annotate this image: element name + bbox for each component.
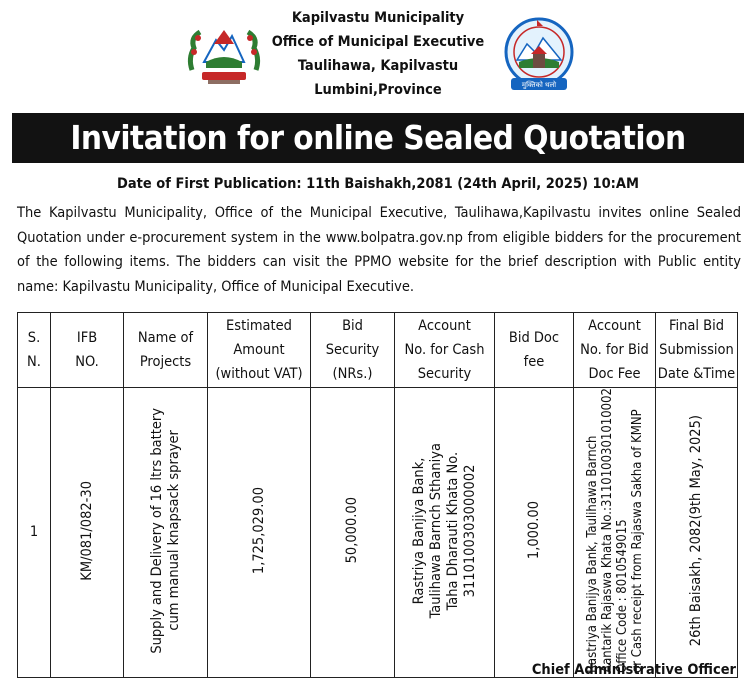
cell-project bbox=[124, 388, 208, 678]
province-name: Lumbini,Province bbox=[314, 82, 442, 98]
cell-ifb bbox=[51, 388, 124, 678]
quotation-table bbox=[17, 312, 738, 678]
col-header-project: Name of Projects bbox=[124, 313, 208, 388]
municipality-name: Kapilvastu Municipality bbox=[291, 10, 465, 26]
cell-sn: 1 bbox=[18, 388, 51, 678]
office-name: Office of Municipal Executive bbox=[271, 34, 485, 50]
office-location: Taulihawa, Kapilvastu bbox=[297, 58, 459, 74]
doc-fee-account: Rastriya Banijya Bank, Taulihawa Barnch Aantarik Rajaswa Khata No.:3110100301010002 Office Code : 8010549015 or Cash receipt from Rajaswa Sakha of KMNP bbox=[584, 388, 645, 673]
nepal-emblem-icon bbox=[184, 18, 264, 90]
col-header-amount: Estimated Amount (without VAT) bbox=[208, 313, 311, 388]
office-heading bbox=[262, 6, 494, 102]
title-banner: Invitation for online Sealed Quotation bbox=[12, 113, 744, 163]
municipality-logo-icon bbox=[503, 14, 575, 94]
table-header-row bbox=[18, 313, 738, 388]
ifb-number: KM/081/082-30 bbox=[78, 480, 95, 581]
bid-doc-fee: 1,000.00 bbox=[525, 501, 542, 560]
cell-security bbox=[311, 388, 395, 678]
project-name: Supply and Delivery of 16 ltrs battery cum manual knapsack sprayer bbox=[148, 407, 182, 654]
cash-security-account: Rastriya Banjiya Bank, Taulihawa Barnch Sthaniya Taha Dharauti Khata No. 3110100303000002 bbox=[410, 442, 478, 619]
cell-cash-account bbox=[395, 388, 495, 678]
estimated-amount: 1,725,029.00 bbox=[250, 486, 267, 574]
col-header-security: Bid Security (NRs.) bbox=[311, 313, 395, 388]
letterhead bbox=[0, 0, 756, 112]
submission-deadline: 26th Baisakh, 2082(9th May, 2025) bbox=[688, 414, 704, 647]
col-header-doc-fee: Bid Doc fee bbox=[495, 313, 574, 388]
table-row bbox=[18, 388, 738, 678]
logo-ribbon-text: मुक्तिको थलो bbox=[521, 81, 557, 89]
col-header-ifb: IFB NO. bbox=[51, 313, 124, 388]
cell-doc-fee bbox=[495, 388, 574, 678]
col-header-fee-account: Account No. for Bid Doc Fee bbox=[574, 313, 656, 388]
publication-date: Date of First Publication: 11th Baishakh,2081 (24th April, 2025) 10:AM bbox=[117, 176, 639, 192]
bid-security: 50,000.00 bbox=[344, 497, 360, 564]
cell-amount bbox=[208, 388, 311, 678]
signatory-title: Chief Administrative Officer bbox=[531, 662, 736, 678]
intro-paragraph: The Kapilvastu Municipality, Office of the Municipal Executive, Taulihawa,Kapilvastu invites online Sealed Quotation under e-procurement system in the www.bolpatra.gov.np from eligible bidders for the procurement of the following items. The bidders can visit the PPMO website for the brief description with Public entity name: Kapilvastu Municipality, Office of Municipal Executive. bbox=[17, 205, 741, 295]
col-header-cash-account: Account No. for Cash Security bbox=[395, 313, 495, 388]
cell-fee-account bbox=[574, 388, 656, 678]
cell-deadline bbox=[656, 388, 738, 678]
col-header-sn: S. N. bbox=[18, 313, 51, 388]
col-header-deadline: Final Bid Submission Date &Time bbox=[656, 313, 738, 388]
